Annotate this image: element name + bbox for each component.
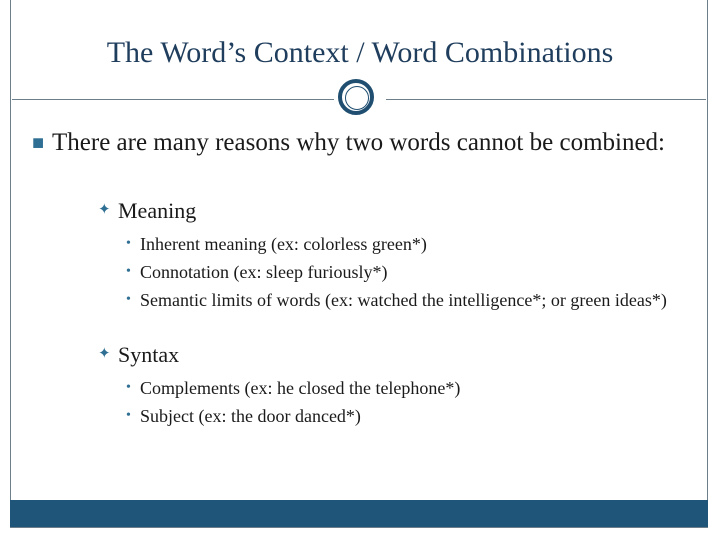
list-item-text: Subject (ex: the door danced*) [140, 406, 361, 426]
list-item [126, 260, 670, 284]
list-item [126, 232, 670, 256]
list-item-text: Semantic limits of words (ex: watched the intelligence*; or green ideas*) [140, 290, 667, 310]
list-item [126, 288, 670, 312]
section-heading: Syntax [118, 342, 180, 367]
diamond-bullet-icon: ✦ [98, 346, 111, 362]
list-item [126, 404, 670, 428]
dot-bullet-icon: • [126, 292, 131, 307]
slide-title: The Word’s Context / Word Combinations [106, 36, 614, 69]
dot-bullet-icon: • [126, 264, 131, 279]
title-divider-right [386, 99, 706, 100]
filled-square-bullet-icon: ■ [32, 132, 45, 154]
footer-bar [10, 500, 708, 527]
list-item [126, 376, 670, 400]
section-syntax [98, 342, 180, 368]
list-item-text: Inherent meaning (ex: colorless green*) [140, 234, 427, 254]
section-heading: Meaning [118, 198, 197, 223]
title-divider-left [12, 99, 334, 100]
dot-bullet-icon: • [126, 380, 131, 395]
main-bullet-text: There are many reasons why two words cannot be combined: [52, 129, 666, 156]
circle-ornament-icon [338, 79, 374, 115]
diamond-bullet-icon: ✦ [98, 202, 111, 218]
main-bullet [32, 128, 692, 158]
dot-bullet-icon: • [126, 236, 131, 251]
section-meaning [98, 198, 197, 224]
dot-bullet-icon: • [126, 408, 131, 423]
list-item-text: Connotation (ex: sleep furiously*) [140, 262, 388, 282]
list-item-text: Complements (ex: he closed the telephone*) [140, 378, 461, 398]
